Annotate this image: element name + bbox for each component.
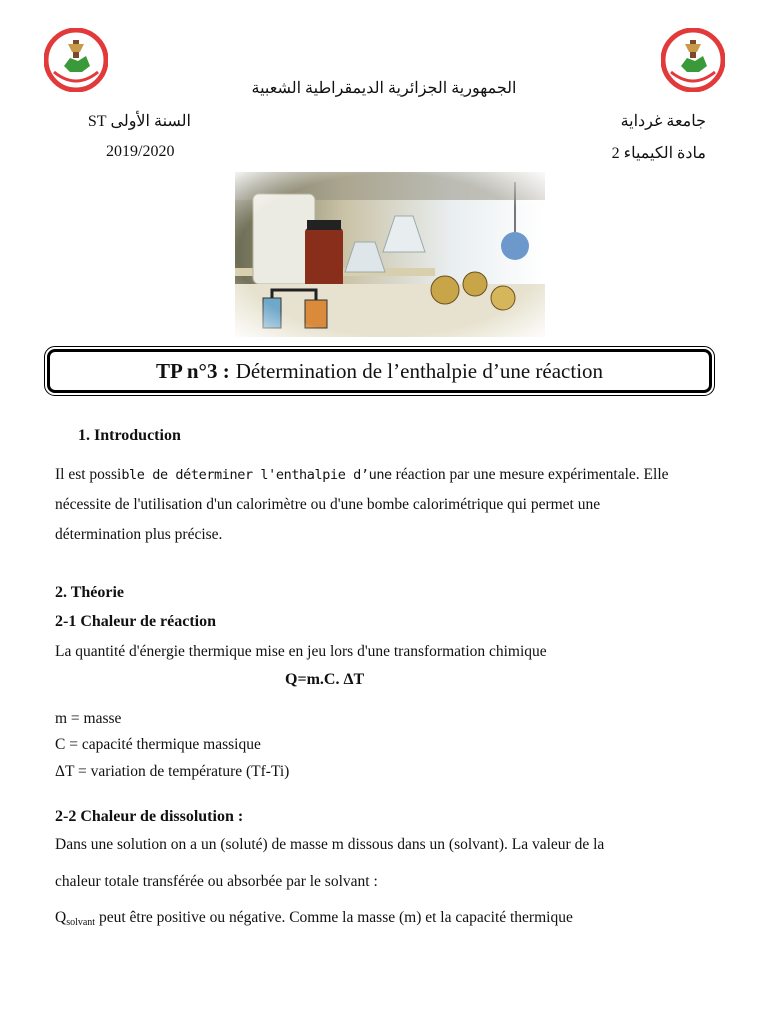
- reaction-heat-heading: 2-1 Chaleur de réaction: [55, 613, 217, 630]
- title-box: [47, 349, 712, 393]
- dissolution-line-1: Dans une solution on a un (soluté) de masse m dissous dans un (solvant). La valeur de la: [55, 836, 605, 853]
- dissolution-line-3-text: peut être positive ou négative. Comme la masse (m) et la capacité thermique: [95, 909, 573, 926]
- intro-line-1: [55, 466, 669, 484]
- reaction-heat-text: La quantité d'énergie thermique mise en jeu lors d'une transformation chimique: [55, 643, 547, 660]
- dissolution-heading: 2-2 Chaleur de dissolution :: [55, 808, 244, 825]
- theory-heading: 2. Théorie: [55, 584, 125, 601]
- intro-line-1-b: ble de déterminer l'enthalpie d’une: [121, 467, 392, 483]
- definition-capacity: C = capacité thermique massique: [55, 736, 261, 753]
- definition-mass: m = masse: [55, 710, 122, 727]
- intro-heading: 1. Introduction: [78, 427, 181, 444]
- republic-heading: الجمهورية الجزائرية الديمقراطية الشعبية: [251, 80, 517, 97]
- year-level: السنة الأولى ST: [87, 113, 191, 130]
- title-text: Détermination de l’enthalpie d’une réaction: [235, 358, 604, 383]
- q-symbol: Q: [55, 909, 67, 926]
- intro-line-1-a: Il est possi: [55, 466, 122, 483]
- university-name: جامعة غرداية: [620, 113, 706, 130]
- dissolution-line-3: [55, 909, 573, 928]
- definition-delta-t: ΔT = variation de température (Tf-Ti): [55, 763, 290, 780]
- intro-line-2: nécessite de l'utilisation d'un calorimètre ou d'une bombe calorimétrique qui permet une: [55, 496, 601, 513]
- subject-name: مادة الكيمياء 2: [611, 145, 706, 162]
- intro-line-3: détermination plus précise.: [55, 526, 223, 543]
- dissolution-line-2: chaleur totale transférée ou absorbée par le solvant :: [55, 873, 378, 890]
- lab-illustration: [235, 172, 545, 337]
- academic-year: 2019/2020: [106, 143, 175, 160]
- title-prefix: TP n°3 :: [155, 358, 230, 383]
- formula: Q=m.C. ΔT: [285, 671, 365, 688]
- q-subscript: solvant: [66, 917, 96, 928]
- intro-line-1-c: réaction par une mesure expérimentale. Elle: [391, 466, 669, 483]
